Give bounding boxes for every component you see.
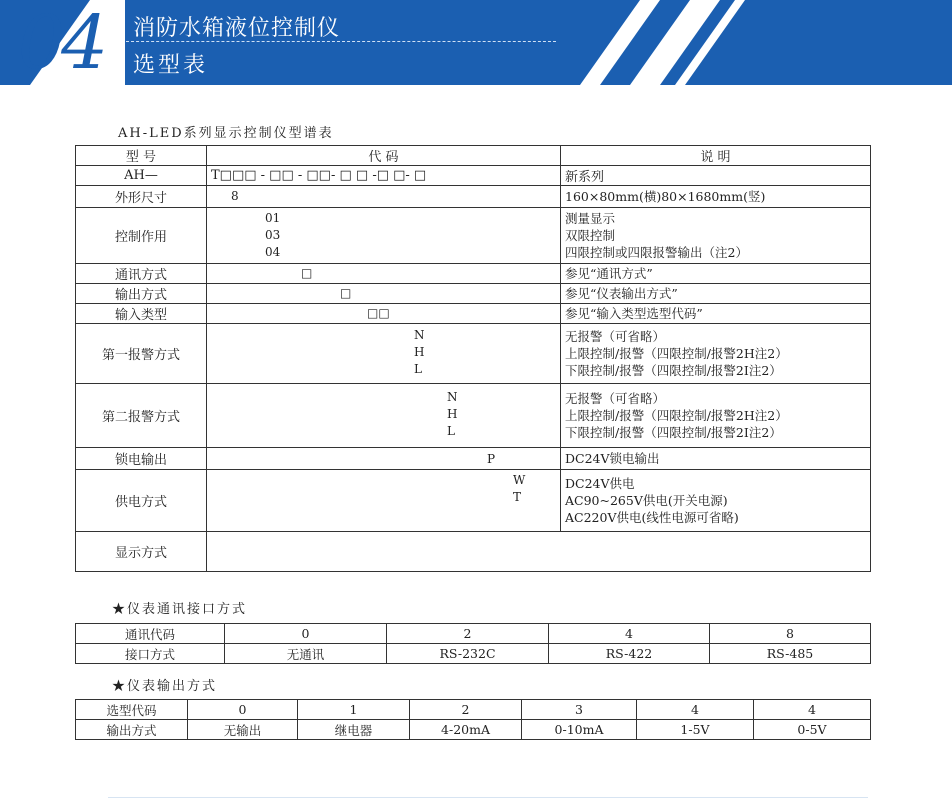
power-code-cell xyxy=(207,470,561,532)
section-number: 04 xyxy=(18,0,105,85)
alarm2-code: N xyxy=(447,390,458,404)
output-row-cell: 继电器 xyxy=(298,720,410,740)
model-desc: 新系列 xyxy=(561,166,871,186)
header-banner xyxy=(0,0,952,85)
lock-code-cell xyxy=(207,448,561,470)
comm-code-cell xyxy=(207,264,561,284)
spec-caption: AH-LED系列显示控制仪型谱表 xyxy=(118,126,334,141)
output-head-cell: 4 xyxy=(637,700,754,720)
size-code: 8 xyxy=(231,189,239,203)
power-label: 供电方式 xyxy=(76,470,207,532)
alarm1-code-cell xyxy=(207,324,561,384)
output-code-cell xyxy=(207,284,561,304)
output-head-cell: 选型代码 xyxy=(76,700,188,720)
comm-label: 通讯方式 xyxy=(76,264,207,284)
comm-row-cell: RS-485 xyxy=(710,644,871,664)
comm-row-cell: 接口方式 xyxy=(76,644,225,664)
control-label: 控制作用 xyxy=(76,208,207,264)
alarm1-desc-line: 下限控制/报警（四限控制/报警2I注2） xyxy=(565,363,782,378)
lock-code: P xyxy=(487,452,496,466)
comm-head-cell: 通讯代码 xyxy=(76,624,225,644)
alarm1-desc-line: 上限控制/报警（四限控制/报警2H注2） xyxy=(565,346,788,361)
comm-head-cell: 4 xyxy=(549,624,710,644)
alarm2-code: L xyxy=(447,424,455,438)
col-desc-header: 说 明 xyxy=(561,146,871,166)
power-code: W xyxy=(513,473,526,487)
comm-table xyxy=(75,623,871,664)
model-name: AH— xyxy=(76,166,207,186)
control-code: 01 xyxy=(265,211,281,225)
col-type-header: 型 号 xyxy=(76,146,207,166)
comm-desc: 参见“通讯方式” xyxy=(561,264,871,284)
output-head-cell: 1 xyxy=(298,700,410,720)
alarm2-desc-line: 上限控制/报警（四限控制/报警2H注2） xyxy=(565,408,788,423)
input-desc: 参见“输入类型选型代码” xyxy=(561,304,871,324)
alarm1-label: 第一报警方式 xyxy=(76,324,207,384)
output-row-cell: 0-5V xyxy=(754,720,871,740)
output-row-cell: 0-10mA xyxy=(522,720,637,740)
comm-row-cell: RS-232C xyxy=(387,644,549,664)
output-table xyxy=(75,699,871,740)
output-row-cell: 1-5V xyxy=(637,720,754,740)
alarm1-desc-line: 无报警（可省略） xyxy=(565,329,666,344)
alarm2-code: H xyxy=(447,407,458,421)
alarm1-code: H xyxy=(414,345,425,359)
output-row-cell: 4-20mA xyxy=(410,720,522,740)
control-desc-line: 四限控制或四限报警输出（注2） xyxy=(565,245,748,260)
alarm2-label: 第二报警方式 xyxy=(76,384,207,448)
output-head-cell: 3 xyxy=(522,700,637,720)
alarm2-code-cell xyxy=(207,384,561,448)
alarm1-desc xyxy=(561,324,871,384)
output-code: □ xyxy=(340,286,352,300)
display-label: 显示方式 xyxy=(76,532,207,572)
output-caption: ★仪表输出方式 xyxy=(112,679,218,694)
comm-head-cell: 0 xyxy=(225,624,387,644)
input-code: □□ xyxy=(367,306,390,320)
output-head-cell: 4 xyxy=(754,700,871,720)
power-desc xyxy=(561,470,871,532)
comm-caption: ★仪表通讯接口方式 xyxy=(112,602,248,617)
page-title: 消防水箱液位控制仪 xyxy=(133,16,341,41)
size-code-cell xyxy=(207,186,561,208)
output-row-cell: 无输出 xyxy=(188,720,298,740)
alarm2-desc-line: 无报警（可省略） xyxy=(565,391,666,406)
comm-row-cell: 无通讯 xyxy=(225,644,387,664)
spec-table xyxy=(75,145,871,572)
lock-label: 锁电输出 xyxy=(76,448,207,470)
power-desc-line: AC90~265V供电(开关电源) xyxy=(565,493,728,508)
input-label: 输入类型 xyxy=(76,304,207,324)
power-code: T xyxy=(513,490,522,504)
alarm1-code: L xyxy=(414,362,422,376)
comm-row-cell: RS-422 xyxy=(549,644,710,664)
display-cell xyxy=(207,532,871,572)
control-desc-line: 测量显示 xyxy=(565,211,616,226)
output-row-cell: 输出方式 xyxy=(76,720,188,740)
comm-head-cell: 8 xyxy=(710,624,871,644)
col-code-header: 代 码 xyxy=(207,146,561,166)
output-head-cell: 0 xyxy=(188,700,298,720)
control-code: 03 xyxy=(265,228,281,242)
alarm2-desc-line: 下限控制/报警（四限控制/报警2I注2） xyxy=(565,425,782,440)
power-desc-line: DC24V供电 xyxy=(565,476,635,491)
comm-code: □ xyxy=(301,266,313,280)
code-pattern: T□□□ - □□ - □□- □ □ -□ □- □ xyxy=(207,166,561,186)
size-label: 外形尺寸 xyxy=(76,186,207,208)
size-desc: 160×80mm(横)80×1680mm(竖) xyxy=(561,186,871,208)
alarm1-code: N xyxy=(414,328,425,342)
control-desc xyxy=(561,208,871,264)
alarm2-desc xyxy=(561,384,871,448)
output-desc: 参见“仪表输出方式” xyxy=(561,284,871,304)
title-divider xyxy=(126,41,556,42)
control-code-cell xyxy=(207,208,561,264)
comm-head-cell: 2 xyxy=(387,624,549,644)
lock-desc: DC24V锁电输出 xyxy=(561,448,871,470)
input-code-cell xyxy=(207,304,561,324)
control-code: 04 xyxy=(265,245,281,259)
control-desc-line: 双限控制 xyxy=(565,228,616,243)
power-desc-line: AC220V供电(线性电源可省略) xyxy=(565,510,739,525)
page-subtitle: 选型表 xyxy=(133,53,209,78)
output-label: 输出方式 xyxy=(76,284,207,304)
output-head-cell: 2 xyxy=(410,700,522,720)
footer-divider xyxy=(108,797,868,798)
